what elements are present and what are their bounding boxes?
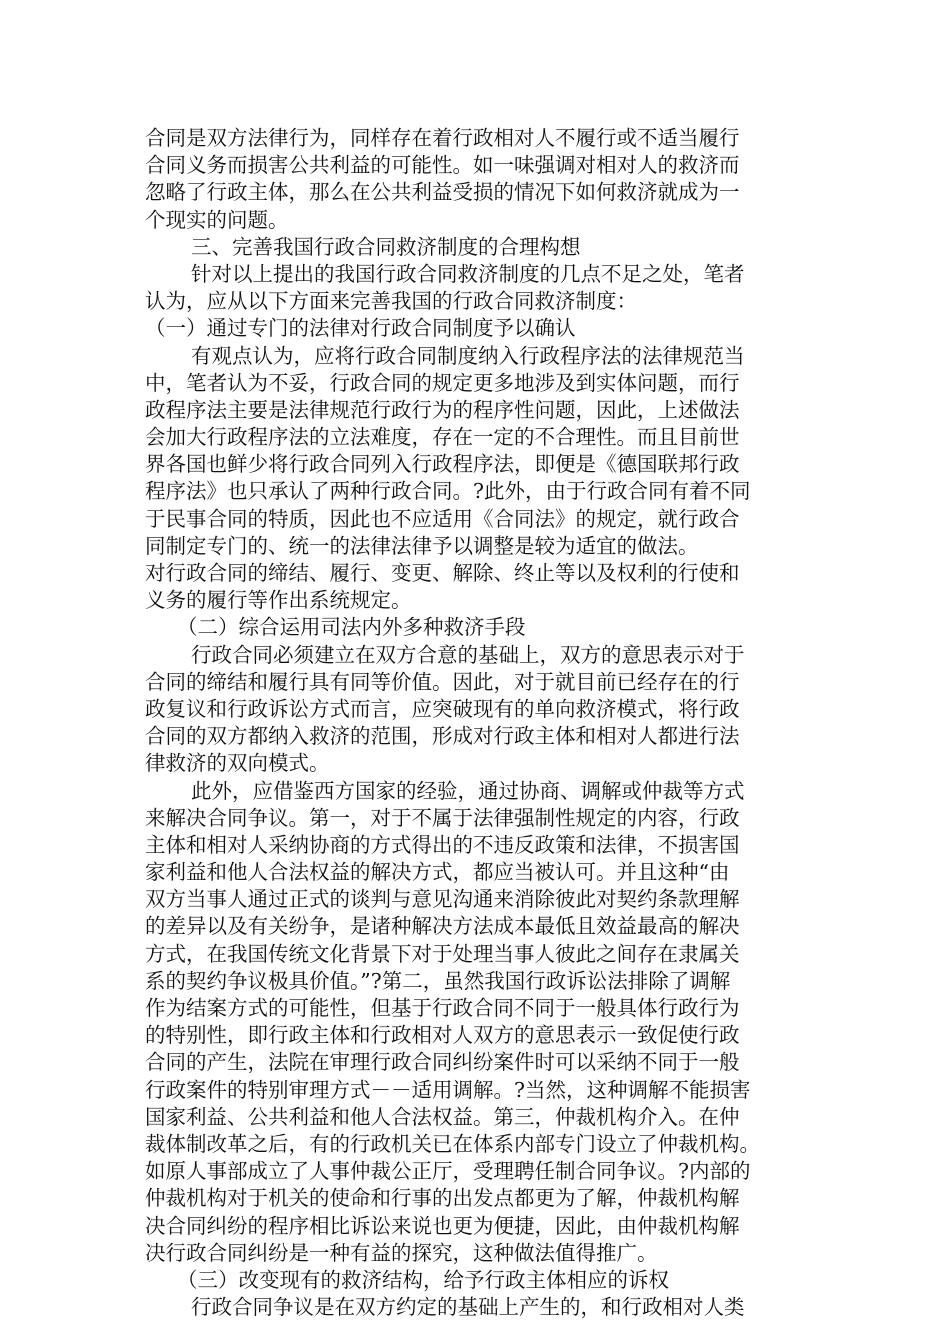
text-line: 双方当事人通过正式的谈判与意见沟通来消除彼此对契约条款理解 xyxy=(145,887,740,912)
text-line: 合同义务而损害公共利益的可能性。如一味强调对相对人的救济而 xyxy=(145,153,740,178)
text-line: 如原人事部成立了人事仲裁公正厅，受理聘任制合同争议。?内部的 xyxy=(145,1159,751,1184)
text-line: 家利益和他人合法权益的解决方式，都应当被认可。并且这种“由 xyxy=(145,860,730,885)
text-line: 律救济的双向模式。 xyxy=(145,751,330,776)
text-line: 作为结案方式的可能性，但基于行政合同不同于一般具体行政行为 xyxy=(145,996,740,1020)
text-line: 决合同纠纷的程序相比诉讼来说也更为便捷，因此，由仲裁机构解 xyxy=(145,1213,740,1238)
text-line: 认为，应从以下方面来完善我国的行政合同救济制度： xyxy=(145,289,637,314)
text-line: 中，笔者认为不妥，行政合同的规定更多地涉及到实体问题，而行 xyxy=(145,370,740,395)
text-line: 裁体制改革之后，有的行政机关已在体系内部专门设立了仲裁机构。 xyxy=(145,1131,760,1156)
text-line: （一）通过专门的法律对行政合同制度予以确认 xyxy=(145,316,576,341)
text-line: 于民事合同的特质，因此也不应适用《合同法》的规定，就行政合 xyxy=(145,506,740,531)
text-line: 有观点认为，应将行政合同制度纳入行政程序法的法律规范当 xyxy=(191,343,745,368)
text-line: 行政合同争议是在双方约定的基础上产生的，和行政相对人类 xyxy=(191,1295,745,1320)
text-line: 此外，应借鉴西方国家的经验，通过协商、调解或仲裁等方式 xyxy=(191,778,745,803)
text-line: 合同是双方法律行为，同样存在着行政相对人不履行或不适当履行 xyxy=(145,126,740,150)
text-line: 程序法》也只承认了两种行政合同。?此外，由于行政合同有着不同 xyxy=(145,479,751,504)
text-line: 忽略了行政主体，那么在公共利益受损的情况下如何救济就成为一 xyxy=(145,180,740,205)
text-line: 的特别性，即行政主体和行政相对人双方的意思表示一致促使行政 xyxy=(145,1023,740,1048)
text-line: 合同的缔结和履行具有同等价值。因此，对于就目前已经存在的行 xyxy=(145,669,740,694)
text-line: 政复议和行政诉讼方式而言，应突破现有的单向救济模式，将行政 xyxy=(145,696,740,721)
text-line: 行政合同必须建立在双方合意的基础上，双方的意思表示对于 xyxy=(191,642,745,667)
document-body xyxy=(145,125,805,1321)
text-line: 针对以上提出的我国行政合同救济制度的几点不足之处，笔者 xyxy=(191,261,745,286)
text-line: 对行政合同的缔结、履行、变更、解除、终止等以及权利的行使和 xyxy=(145,561,740,585)
text-line: 同制定专门的、统一的法律法律予以调整是较为适宜的做法。 xyxy=(145,533,699,558)
text-line: 政程序法主要是法律规范行政行为的程序性问题，因此，上述做法 xyxy=(145,397,740,422)
text-line: 界各国也鲜少将行政合同列入行政程序法，即便是《德国联邦行政 xyxy=(145,452,740,477)
text-line: 会加大行政程序法的立法难度，存在一定的不合理性。而且目前世 xyxy=(145,425,740,450)
text-line: 合同的产生，法院在审理行政合同纠纷案件时可以采纳不同于一般 xyxy=(145,1050,740,1075)
text-line: 合同的双方都纳入救济的范围，形成对行政主体和相对人都进行法 xyxy=(145,724,740,749)
text-line: （三）改变现有的救济结构，给予行政主体相应的诉权 xyxy=(177,1267,669,1292)
text-line: 方式，在我国传统文化背景下对于处理当事人彼此之间存在隶属关 xyxy=(145,941,740,966)
text-line: 来解决合同争议。第一，对于不属于法律强制性规定的内容，行政 xyxy=(145,805,740,830)
text-line: （二）综合运用司法内外多种救济手段 xyxy=(177,615,526,640)
text-line: 义务的履行等作出系统规定。 xyxy=(145,588,412,613)
text-line: 国家利益、公共利益和他人合法权益。第三，仲裁机构介入。在仲 xyxy=(145,1104,740,1129)
text-line: 主体和相对人采纳协商的方式得出的不违反政策和法律，不损害国 xyxy=(145,832,740,857)
text-line: 的差异以及有关纷争，是诸种解决方法成本最低且效益最高的解决 xyxy=(145,914,740,939)
text-line: 个现实的问题。 xyxy=(145,207,289,232)
text-line: 三、完善我国行政合同救济制度的合理构想 xyxy=(191,234,581,259)
text-line: 决行政合同纠纷是一种有益的探究，这种做法值得推广。 xyxy=(145,1240,658,1265)
text-line: 行政案件的特别审理方式－－适用调解。?当然，这种调解不能损害 xyxy=(145,1077,751,1102)
text-line: 系的契约争议极具价值。”?第二，虽然我国行政诉讼法排除了调解 xyxy=(145,968,731,993)
text-line: 仲裁机构对于机关的使命和行事的出发点都更为了解，仲裁机构解 xyxy=(145,1186,740,1211)
